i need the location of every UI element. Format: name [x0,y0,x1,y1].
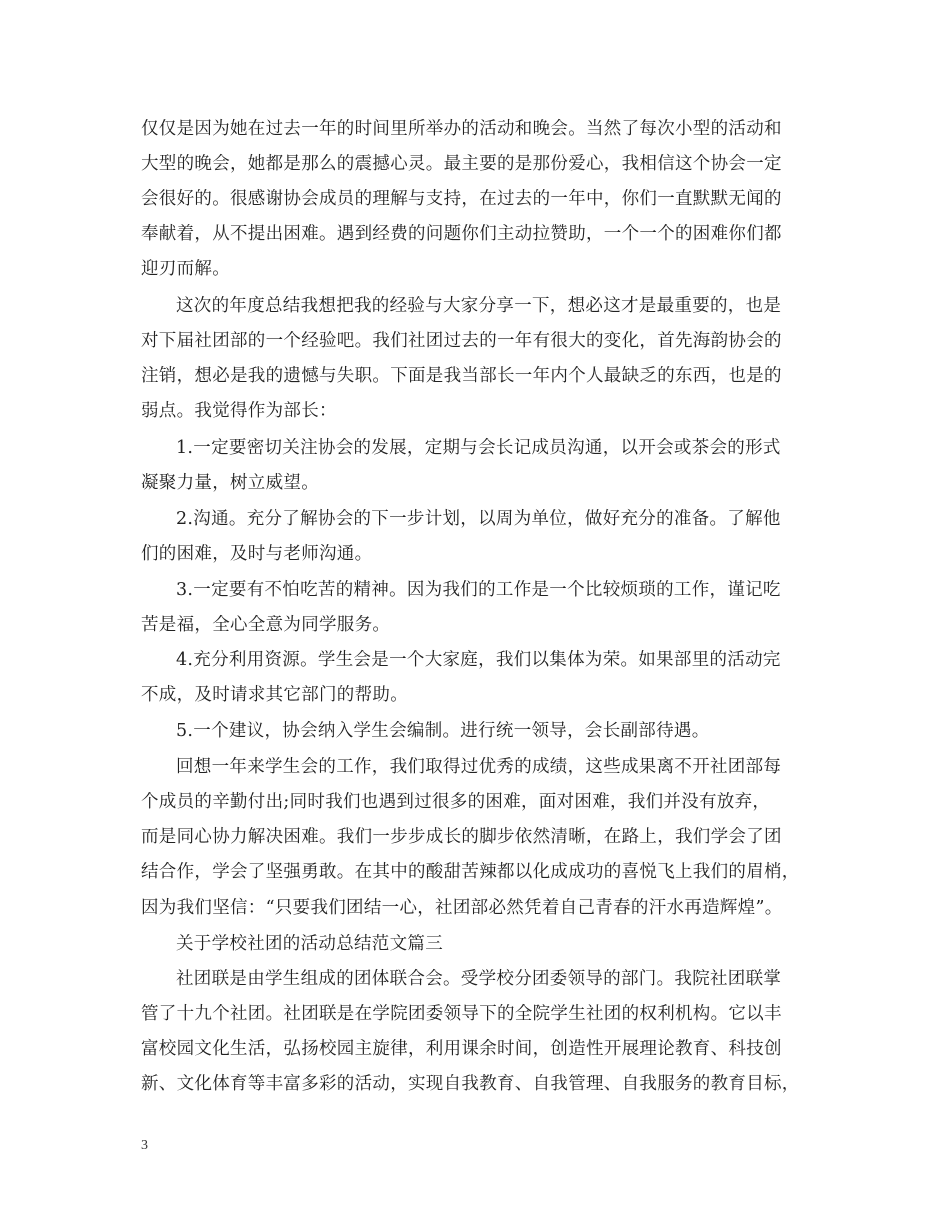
text-line: 因为我们坚信：“只要我们团结一心，社团部必然凭着自己青春的汗水再造辉煌”。 [141,898,783,918]
text-line: 仅仅是因为她在过去一年的时间里所举办的活动和晚会。当然了每次小型的活动和 [141,119,782,139]
text-line: 新、文化体育等丰富多彩的活动，实现自我教育、自我管理、自我服务的教育目标， [141,1074,800,1094]
text-line: 们的困难，及时与老师沟通。 [141,544,373,564]
text-line: 不成，及时请求其它部门的帮助。 [141,685,408,705]
section-heading: 关于学校社团的活动总结范文篇三 [176,934,443,954]
text-line: 5.一个建议，协会纳入学生会编制。进行统一领导，会长副部待遇。 [176,721,710,741]
text-line: 会很好的。很感谢协会成员的理解与支持，在过去的一年中，你们一直默默无闻的 [141,189,782,209]
page-number: 3 [141,1138,148,1153]
text-line: 这次的年度总结我想把我的经验与大家分享一下，想必这才是最重要的，也是 [176,296,782,316]
text-line: 4.充分利用资源。学生会是一个大家庭，我们以集体为荣。如果部里的活动完 [176,650,781,670]
text-line: 3.一定要有不怕吃苦的精神。因为我们的工作是一个比较烦琐的工作，谨记吃 [176,580,781,600]
text-line: 1.一定要密切关注协会的发展，定期与会长记成员沟通，以开会或茶会的形式 [176,438,781,458]
text-line: 迎刃而解。 [141,259,230,279]
text-line: 苦是福，全心全意为同学服务。 [141,615,391,635]
text-line: 大型的晚会，她都是那么的震撼心灵。最主要的是那份爱心，我相信这个协会一定 [141,154,782,174]
text-line: 对下届社团部的一个经验吧。我们社团过去的一年有很大的变化，首先海韵协会的 [141,331,782,351]
text-line: 回想一年来学生会的工作，我们取得过优秀的成绩，这些成果离不开社团部每 [176,757,782,777]
text-line: 管了十九个社团。社团联是在学院团委领导下的全院学生社团的权利机构。它以丰 [141,1004,782,1024]
text-line: 奉献着，从不提出困难。遇到经费的问题你们主动拉赞助，一个一个的困难你们都 [141,224,782,244]
text-line: 富校园文化生活，弘扬校园主旋律，利用课余时间，创造性开展理论教育、科技创 [141,1039,782,1059]
text-line: 2.沟通。充分了解协会的下一步计划，以周为单位，做好充分的准备。了解他 [176,509,781,529]
text-line: 弱点。我觉得作为部长： [141,401,337,421]
text-line: 而是同心协力解决困难。我们一步步成长的脚步依然清晰，在路上，我们学会了团 [141,827,782,847]
text-line: 注销，想必是我的遗憾与失职。下面是我当部长一年内个人最缺乏的东西，也是的 [141,366,782,386]
text-line: 个成员的辛勤付出;同时我们也遇到过很多的困难，面对困难，我们并没有放弃， [141,792,771,812]
text-line: 凝聚力量，树立威望。 [141,473,319,493]
text-line: 结合作，学会了坚强勇敢。在其中的酸甜苦辣都以化成成功的喜悦飞上我们的眉梢， [141,862,800,882]
text-line: 社团联是由学生组成的团体联合会。受学校分团委领导的部门。我院社团联掌 [176,969,782,989]
